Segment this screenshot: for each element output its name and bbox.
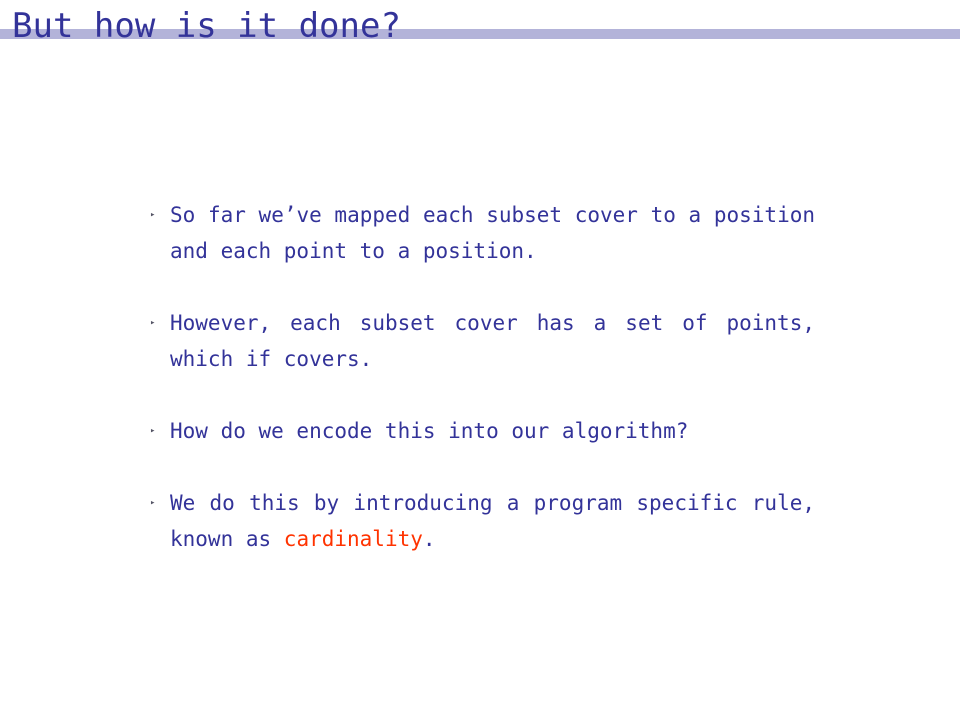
- bullet-text: How do we encode this into our algorithm?: [170, 419, 689, 443]
- highlighted-term: cardinality: [283, 527, 423, 551]
- slide-title: But how is it done?: [12, 6, 401, 46]
- bullet-item: [150, 305, 815, 377]
- triangle-right-icon: ▸: [150, 498, 156, 508]
- triangle-right-icon: ▸: [150, 210, 156, 220]
- bullet-item: [150, 485, 815, 557]
- bullet-list: [150, 197, 815, 593]
- triangle-right-icon: ▸: [150, 318, 156, 328]
- bullet-item: [150, 197, 815, 269]
- bullet-item: [150, 413, 815, 449]
- bullet-text-after: .: [422, 527, 436, 551]
- bullet-text-before: We do this by introducing a program specific rule, known as: [170, 491, 815, 551]
- bullet-text: So far we’ve mapped each subset cover to a position and each point to a position.: [170, 203, 815, 263]
- bullet-text: However, each subset cover has a set of points, which if covers.: [170, 311, 815, 371]
- triangle-right-icon: ▸: [150, 426, 156, 436]
